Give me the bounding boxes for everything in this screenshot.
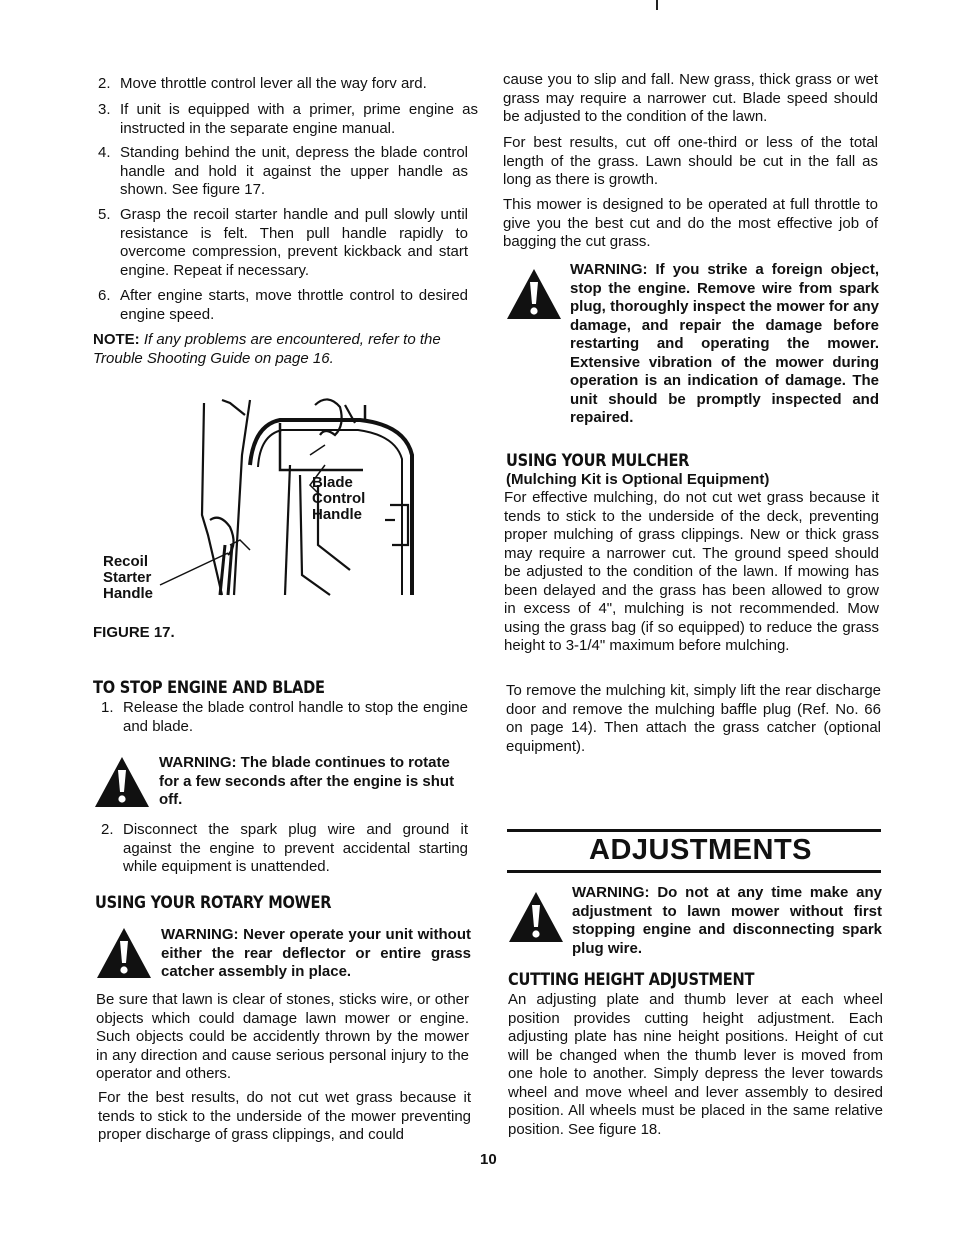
warning-triangle-icon: [94, 756, 150, 808]
step-number: 1.: [101, 699, 114, 716]
step-text: After engine starts, move throttle control to desired engine speed.: [120, 287, 468, 323]
rotary-warning-text: WARNING: Never operate your unit without either the rear deflector or entire grass catcher assembly in place.: [161, 926, 471, 980]
step-text: Release the blade control handle to stop the engine and blade.: [123, 699, 468, 735]
step-text: Grasp the recoil starter handle and pull slowly until resistance is felt. Then pull handle rapidly to overcome compression, prevent kickback and start engine. Repeat if necessary.: [120, 206, 468, 279]
stop-engine-heading: TO STOP ENGINE AND BLADE: [93, 678, 325, 698]
step-4: [98, 144, 468, 200]
step-2: [98, 75, 478, 94]
warning-triangle-icon: [96, 927, 152, 979]
rotary-paragraph-2: For the best results, do not cut wet grass because it tends to stick to the underside of the mower preventing proper discharge of grass clippings, and could: [98, 1089, 471, 1143]
stop-step-2: [101, 821, 468, 877]
step-3: [98, 101, 478, 138]
note-text: If any problems are encountered, refer to the Trouble Shooting Guide on page 16.: [93, 331, 441, 367]
note: [93, 331, 471, 368]
blade-control-handle-label: Blade Control Handle: [312, 474, 366, 523]
step-number: 4.: [98, 144, 111, 161]
right-paragraph-2: For best results, cut off one-third or less of the total length of the grass. Lawn should be cut in the fall as long as there is growth.: [503, 134, 878, 188]
step-number: 2.: [98, 75, 111, 92]
mulcher-paragraph-2: To remove the mulching kit, simply lift the rear discharge door and remove the mulching baffle plug (Ref. No. 66 on page 14). Then attach the grass catcher (optional equipment).: [506, 682, 881, 755]
adjustments-top-rule: [507, 829, 881, 832]
step-text: If unit is equipped with a primer, prime engine as instructed in the separate engine manual.: [120, 101, 478, 137]
cutting-height-heading: CUTTING HEIGHT ADJUSTMENT: [508, 970, 755, 990]
cutting-height-paragraph: An adjusting plate and thumb lever at each wheel position provides cutting height adjustment. Each adjusting plate has nine height positions. Height of cut will be changed when the thumb lever is moved from one hole to another. Simply depress the lever towards wheel and move wheel and lever assembly to desired position. All wheels must be placed in the same relative position. See figure 18.: [508, 991, 883, 1138]
adjustments-title: ADJUSTMENTS: [589, 834, 813, 866]
foreign-object-warning-text: WARNING: If you strike a foreign object, stop the engine. Remove wire from spark plug, thoroughly inspect the mower for any damage, and repair the damage before restarting and operating the mower. Extensive vibration of the mower during operation is an indication of damage. The unit should be promptly inspected and repaired.: [570, 261, 879, 426]
mulcher-subheading: (Mulching Kit is Optional Equipment): [506, 471, 770, 488]
rotary-paragraph-1: Be sure that lawn is clear of stones, sticks wire, or other objects which could damage lawn mower or engine. Such objects could be accidently thrown by the mower in any direction and cause serious personal injury to the operator and others.: [96, 991, 469, 1082]
figure-17-caption: FIGURE 17.: [93, 624, 175, 641]
step-number: 6.: [98, 287, 111, 304]
stop-step-1: [101, 699, 468, 736]
step-6: [98, 287, 468, 324]
mulcher-paragraph-1: For effective mulching, do not cut wet grass because it tends to stick to the underside of the deck, preventing proper mulching of grass clippings. New or thick grass may require a narrower cut. The ground speed should be adjusted to the condition of the lawn. If mowing has been delayed and the grass has been allowed to grow in excess of 4", mulching is not recommended. Mow using the grass bag (if so equipped) to reduce the grass height to 3-1/4" maximum before mulching.: [504, 489, 879, 654]
figure-17-illustration: [150, 395, 440, 610]
page-number: 10: [480, 1151, 497, 1168]
warning-triangle-icon: [508, 891, 564, 943]
step-number: 2.: [101, 821, 114, 838]
step-number: 3.: [98, 101, 111, 118]
adjustments-warning-text: WARNING: Do not at any time make any adjustment to lawn mower without first stopping engine and disconnecting spark plug wire.: [572, 884, 882, 957]
warning-triangle-icon: [506, 268, 562, 320]
step-text: Move throttle control lever all the way forv ard.: [120, 75, 427, 92]
right-paragraph-3: This mower is designed to be operated at full throttle to give you the best cut and do the most effective job of bagging the cut grass.: [503, 196, 878, 250]
step-text: Disconnect the spark plug wire and ground it against the engine to prevent accidental starting while equipment is unattended.: [123, 821, 468, 875]
step-number: 5.: [98, 206, 111, 223]
mulcher-heading: USING YOUR MULCHER: [506, 451, 690, 471]
scan-mark: [656, 0, 658, 10]
recoil-starter-handle-label: Recoil Starter Handle: [103, 553, 154, 602]
step-text: Standing behind the unit, depress the blade control handle and hold it against the upper handle as shown. See figure 17.: [120, 144, 468, 198]
note-label: NOTE:: [93, 331, 140, 348]
adjustments-bottom-rule: [507, 870, 881, 873]
step-5: [98, 206, 468, 280]
rotary-mower-heading: USING YOUR ROTARY MOWER: [95, 893, 332, 913]
right-paragraph-1: cause you to slip and fall. New grass, thick grass or wet grass may require a narrower cut. Blade speed should be adjusted to the condition of the lawn.: [503, 71, 878, 125]
stop-warning-text: WARNING: The blade continues to rotate for a few seconds after the engine is shut off.: [159, 754, 455, 808]
